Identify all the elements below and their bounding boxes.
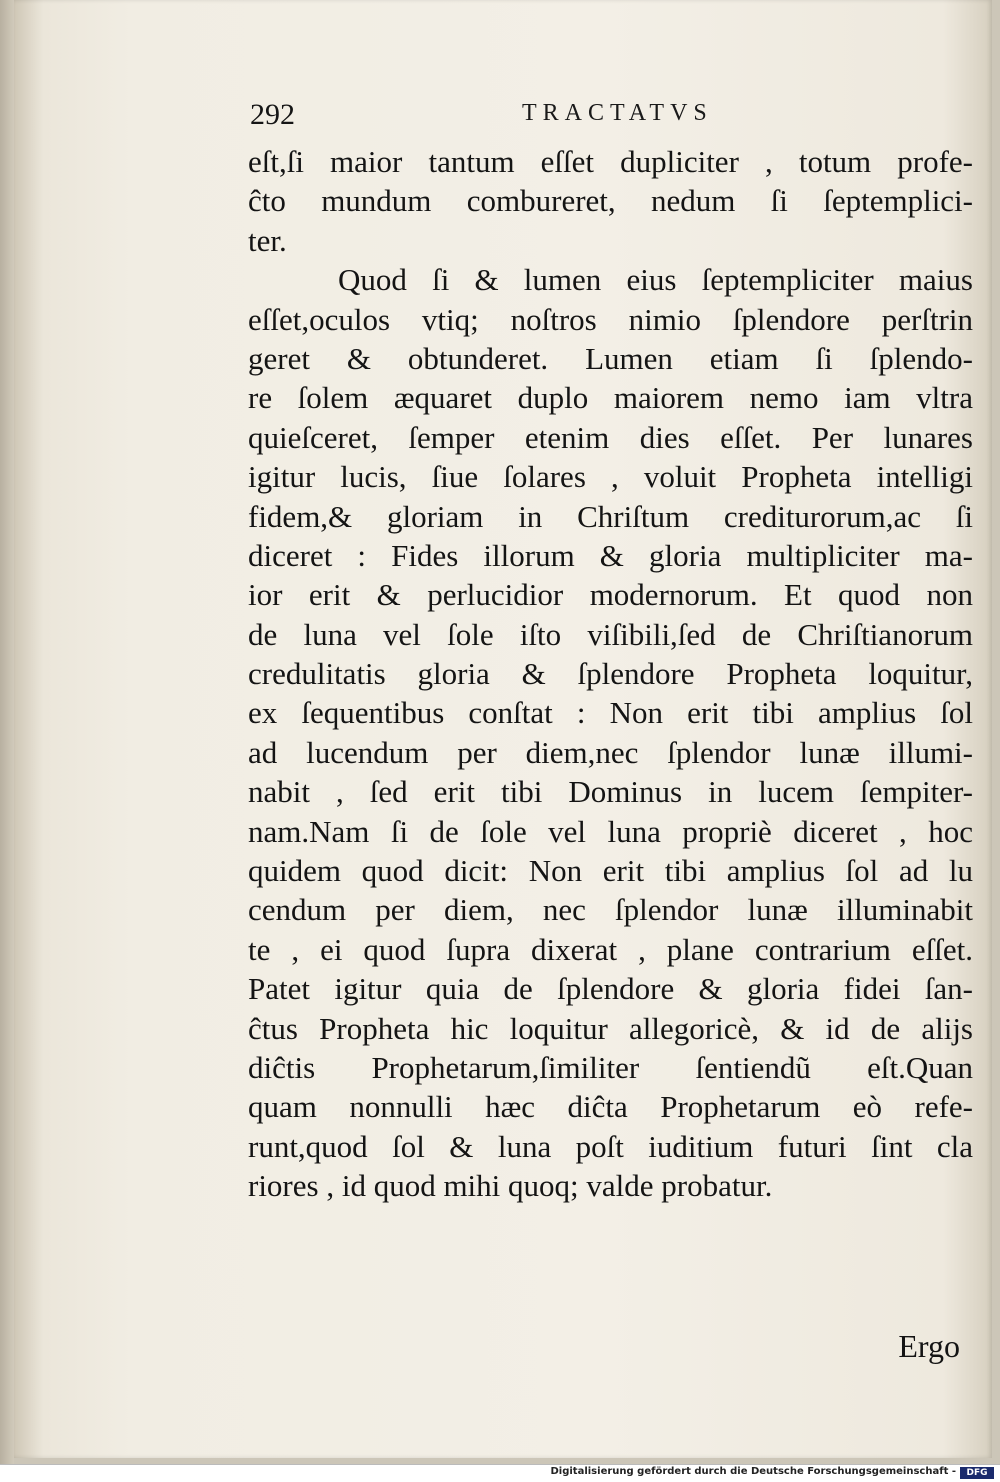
text-line: ad lucendum per diem,nec ſplendor lunæ illumi- [248,734,973,770]
text-line: ĉto mundum combureret, nedum ſi ſeptemplici- [248,183,973,219]
text-line: ex ſequentibus conſtat : Non erit tibi amplius ſol [248,695,973,731]
page-header [250,98,970,138]
text-line: credulitatis gloria & ſplendore Propheta loquitur, [248,656,973,692]
text-line: diĉtis Prophetarum,ſimiliter ſentiendũ eſt.Quan [248,1049,973,1085]
text-line: riores , id quod mihi quoq; valde probatur. [248,1168,773,1204]
dfg-logo[interactable]: DFG [960,1467,994,1479]
text-line: runt,quod ſol & luna poſt iuditium futuri ſint cla [248,1128,973,1164]
page-number: 292 [250,98,295,131]
text-line: quam nonnulli hæc diĉta Prophetarum eò refe- [248,1089,973,1125]
text-line: quidem quod dicit: Non erit tibi amplius ſol ad lu [248,853,973,889]
catchword: Ergo [898,1328,960,1364]
text-line: cendum per diem, nec ſplendor lunæ illuminabit [248,892,973,928]
text-line: quieſceret, ſemper etenim dies eſſet. Per lunares [248,419,973,455]
text-line: geret & obtunderet. Lumen etiam ſi ſplendo- [248,340,973,376]
text-line: eſt,ſi maior tantum eſſet dupliciter , totum profe- [248,144,973,179]
text-line: te , ei quod ſupra dixerat , plane contrarium eſſet. [248,931,973,967]
text-line: nabit , ſed erit tibi Dominus in lucem ſempiter- [248,774,973,810]
text-line: re ſolem æquaret duplo maiorem nemo iam vltra [248,380,973,416]
text-line: eſſet,oculos vtiq; noſtros nimio ſplendore perſtrin [248,301,973,337]
text-line: ior erit & perlucidior modernorum. Et quod non [248,577,973,613]
text-line: Patet igitur quia de ſplendore & gloria fidei ſan- [248,971,973,1007]
page-edge [0,0,14,1465]
running-head: TRACTATVS [522,100,713,126]
footer-credit: Digitalisierung gefördert durch die Deutsche Forschungsgemeinschaft - [550,1466,956,1477]
text-line: de luna vel ſole iſto viſibili,ſed de Chriſtianorum [248,616,973,652]
body-text [248,142,973,1206]
text-line: ter. [248,222,287,258]
text-line: diceret : Fides illorum & gloria multipliciter ma- [248,537,973,573]
text-line: Quod ſi & lumen eius ſeptempliciter maius [338,262,973,298]
text-line: fidem,& gloriam in Chriſtum crediturorum,ac ſi [248,498,973,534]
text-line: ĉtus Propheta hic loquitur allegoricè, & id de alijs [248,1010,973,1046]
text-line: igitur lucis, ſiue ſolares , voluit Propheta intelligi [248,459,973,495]
text-line: nam.Nam ſi de ſole vel luna propriè diceret , hoc [248,813,973,849]
digitization-footer [0,1464,1000,1482]
